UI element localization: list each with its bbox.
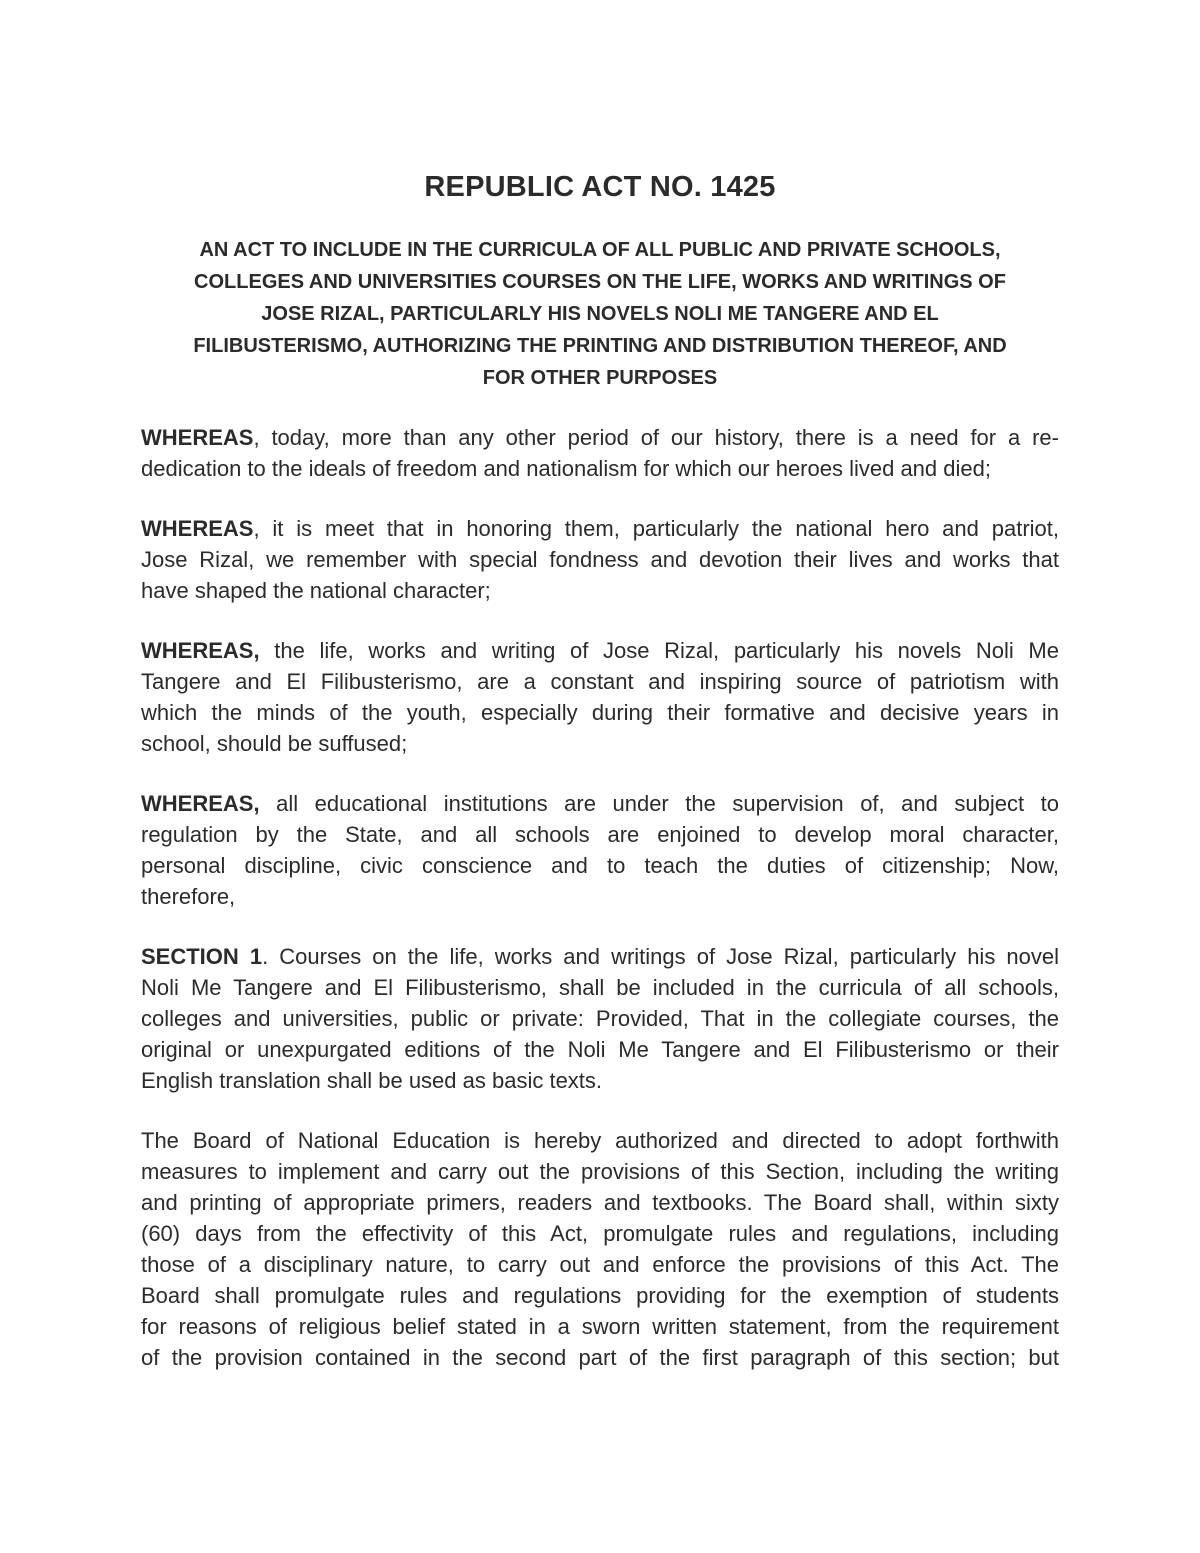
paragraph-line: colleges and universities, public or private: Provided, That in the collegiate courses, the (141, 1006, 1059, 1031)
paragraph-lead: WHEREAS, (141, 791, 260, 816)
paragraph-line: of the provision contained in the second part of the first paragraph of this section; but (141, 1345, 1059, 1370)
paragraph-line: measures to implement and carry out the provisions of this Section, including the writing (141, 1159, 1059, 1184)
paragraph-line: Noli Me Tangere and El Filibusterismo, shall be included in the curricula of all schools, (141, 975, 1059, 1000)
whereas-paragraph-2 (141, 513, 1059, 606)
subtitle-line: AN ACT TO INCLUDE IN THE CURRICULA OF ALL PUBLIC AND PRIVATE SCHOOLS, (199, 239, 1001, 261)
subtitle-line: COLLEGES AND UNIVERSITIES COURSES ON THE LIFE, WORKS AND WRITINGS OF (194, 271, 1006, 293)
whereas-paragraph-1 (141, 422, 1059, 484)
paragraph-line (141, 513, 1059, 544)
subtitle-line: FILIBUSTERISMO, AUTHORIZING THE PRINTING AND DISTRIBUTION THEREOF, AND (193, 335, 1007, 357)
paragraph-line: Jose Rizal, we remember with special fondness and devotion their lives and works that (141, 547, 1059, 572)
paragraph-line: personal discipline, civic conscience and to teach the duties of citizenship; Now, (141, 853, 1059, 878)
paragraph-lead: WHEREAS (141, 425, 254, 450)
paragraph-text: . Courses on the life, works and writings of Jose Rizal, particularly his novel (262, 944, 1059, 969)
paragraph-text: the life, works and writing of Jose Rizal, particularly his novels Noli Me (259, 638, 1059, 663)
paragraph-line: school, should be suffused; (141, 731, 408, 756)
paragraph-line: original or unexpurgated editions of the Noli Me Tangere and El Filibusterismo or their (141, 1037, 1059, 1062)
subtitle-line: FOR OTHER PURPOSES (482, 367, 718, 389)
paragraph-line: therefore, (141, 884, 236, 909)
section-1-paragraph (141, 941, 1059, 1096)
document-title: REPUBLIC ACT NO. 1425 (424, 171, 776, 203)
paragraph-line: English translation shall be used as basic texts. (141, 1068, 603, 1093)
paragraph-line: regulation by the State, and all schools are enjoined to develop moral character, (141, 822, 1059, 847)
paragraph-line (141, 635, 1059, 666)
subtitle-line: JOSE RIZAL, PARTICULARLY HIS NOVELS NOLI ME TANGERE AND EL (261, 303, 939, 325)
paragraph-lead: WHEREAS (141, 516, 254, 541)
board-paragraph (141, 1125, 1059, 1373)
whereas-paragraph-4 (141, 788, 1059, 912)
paragraph-line: The Board of National Education is hereby authorized and directed to adopt forthwith (141, 1128, 1059, 1153)
paragraph-line (141, 941, 1059, 972)
paragraph-line: dedication to the ideals of freedom and nationalism for which our heroes lived and died; (141, 456, 991, 481)
paragraph-text: , it is meet that in honoring them, particularly the national hero and patriot, (253, 516, 1059, 541)
paragraph-line (141, 788, 1059, 819)
document-subtitle (141, 234, 1059, 394)
paragraph-lead: WHEREAS, (141, 638, 260, 663)
paragraph-line: those of a disciplinary nature, to carry out and enforce the provisions of this Act. The (141, 1252, 1059, 1277)
paragraph-line: and printing of appropriate primers, readers and textbooks. The Board shall, within sixty (141, 1190, 1059, 1215)
paragraph-lead: SECTION 1 (141, 944, 263, 969)
paragraph-line: for reasons of religious belief stated in a sworn written statement, from the requirement (141, 1314, 1059, 1339)
document-page (141, 168, 1059, 1402)
paragraph-line: have shaped the national character; (141, 578, 491, 603)
paragraph-text: , today, more than any other period of our history, there is a need for a re- (253, 425, 1059, 450)
paragraph-line: (60) days from the effectivity of this Act, promulgate rules and regulations, including (141, 1221, 1059, 1246)
whereas-paragraph-3 (141, 635, 1059, 759)
paragraph-line (141, 422, 1059, 453)
paragraph-line: Tangere and El Filibusterismo, are a constant and inspiring source of patriotism with (141, 669, 1059, 694)
paragraph-line: Board shall promulgate rules and regulations providing for the exemption of students (141, 1283, 1059, 1308)
paragraph-text: all educational institutions are under the supervision of, and subject to (259, 791, 1059, 816)
paragraph-line: which the minds of the youth, especially during their formative and decisive years in (141, 700, 1059, 725)
